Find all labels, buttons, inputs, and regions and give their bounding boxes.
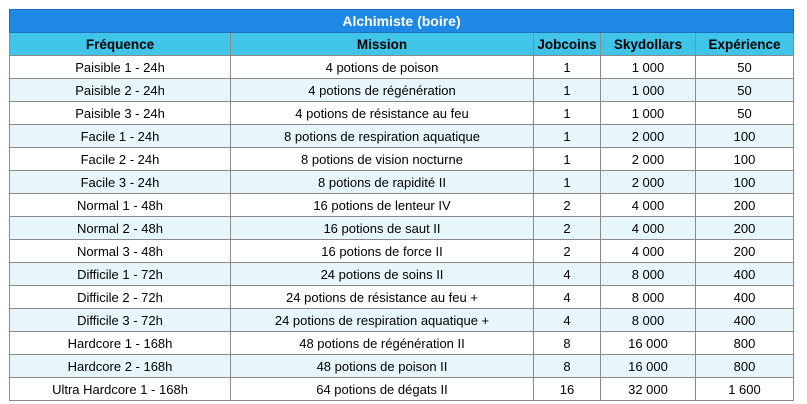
header-row	[10, 33, 794, 56]
cell-jobcoins: 1	[534, 79, 601, 102]
cell-jobcoins: 1	[534, 102, 601, 125]
cell-frequence: Difficile 3 - 72h	[10, 309, 231, 332]
cell-skydollars: 4 000	[601, 240, 696, 263]
cell-experience: 100	[696, 125, 794, 148]
column-header-frequence: Fréquence	[10, 33, 231, 56]
cell-experience: 800	[696, 355, 794, 378]
cell-frequence: Ultra Hardcore 1 - 168h	[10, 378, 231, 401]
cell-experience: 100	[696, 171, 794, 194]
table-row	[10, 263, 794, 286]
cell-skydollars: 16 000	[601, 332, 696, 355]
cell-experience: 50	[696, 56, 794, 79]
cell-experience: 200	[696, 240, 794, 263]
cell-skydollars: 4 000	[601, 194, 696, 217]
cell-jobcoins: 1	[534, 171, 601, 194]
cell-mission: 4 potions de poison	[231, 56, 534, 79]
table-row	[10, 355, 794, 378]
cell-frequence: Hardcore 2 - 168h	[10, 355, 231, 378]
table-row	[10, 240, 794, 263]
cell-jobcoins: 4	[534, 309, 601, 332]
cell-frequence: Facile 1 - 24h	[10, 125, 231, 148]
cell-frequence: Normal 1 - 48h	[10, 194, 231, 217]
table-row	[10, 79, 794, 102]
cell-mission: 8 potions de rapidité II	[231, 171, 534, 194]
cell-frequence: Paisible 1 - 24h	[10, 56, 231, 79]
table-row	[10, 332, 794, 355]
table-row	[10, 148, 794, 171]
cell-frequence: Normal 2 - 48h	[10, 217, 231, 240]
cell-mission: 64 potions de dégats II	[231, 378, 534, 401]
cell-skydollars: 8 000	[601, 286, 696, 309]
cell-jobcoins: 1	[534, 56, 601, 79]
cell-experience: 1 600	[696, 378, 794, 401]
cell-frequence: Hardcore 1 - 168h	[10, 332, 231, 355]
cell-jobcoins: 16	[534, 378, 601, 401]
cell-jobcoins: 4	[534, 263, 601, 286]
cell-mission: 8 potions de vision nocturne	[231, 148, 534, 171]
table-row	[10, 194, 794, 217]
missions-table	[9, 9, 794, 401]
cell-experience: 100	[696, 148, 794, 171]
cell-frequence: Normal 3 - 48h	[10, 240, 231, 263]
cell-experience: 50	[696, 102, 794, 125]
table-container	[9, 9, 794, 401]
cell-mission: 4 potions de régénération	[231, 79, 534, 102]
cell-jobcoins: 1	[534, 125, 601, 148]
cell-skydollars: 1 000	[601, 79, 696, 102]
column-header-skydollars: Skydollars	[601, 33, 696, 56]
cell-experience: 200	[696, 194, 794, 217]
cell-skydollars: 4 000	[601, 217, 696, 240]
cell-frequence: Paisible 2 - 24h	[10, 79, 231, 102]
cell-jobcoins: 8	[534, 332, 601, 355]
cell-frequence: Facile 2 - 24h	[10, 148, 231, 171]
cell-mission: 16 potions de force II	[231, 240, 534, 263]
cell-skydollars: 2 000	[601, 148, 696, 171]
cell-mission: 48 potions de poison II	[231, 355, 534, 378]
cell-mission: 24 potions de soins II	[231, 263, 534, 286]
cell-mission: 16 potions de lenteur IV	[231, 194, 534, 217]
cell-jobcoins: 1	[534, 148, 601, 171]
cell-mission: 24 potions de résistance au feu +	[231, 286, 534, 309]
cell-skydollars: 16 000	[601, 355, 696, 378]
table-row	[10, 217, 794, 240]
table-row	[10, 102, 794, 125]
cell-frequence: Difficile 2 - 72h	[10, 286, 231, 309]
cell-skydollars: 32 000	[601, 378, 696, 401]
cell-mission: 16 potions de saut II	[231, 217, 534, 240]
table-row	[10, 171, 794, 194]
cell-mission: 8 potions de respiration aquatique	[231, 125, 534, 148]
table-title: Alchimiste (boire)	[10, 10, 794, 33]
cell-experience: 400	[696, 286, 794, 309]
cell-frequence: Facile 3 - 24h	[10, 171, 231, 194]
table-row	[10, 56, 794, 79]
column-header-jobcoins: Jobcoins	[534, 33, 601, 56]
cell-skydollars: 8 000	[601, 309, 696, 332]
cell-experience: 400	[696, 309, 794, 332]
cell-experience: 400	[696, 263, 794, 286]
cell-mission: 24 potions de respiration aquatique +	[231, 309, 534, 332]
cell-skydollars: 2 000	[601, 171, 696, 194]
table-row	[10, 309, 794, 332]
table-row	[10, 378, 794, 401]
table-row	[10, 286, 794, 309]
cell-mission: 48 potions de régénération II	[231, 332, 534, 355]
cell-frequence: Difficile 1 - 72h	[10, 263, 231, 286]
cell-skydollars: 8 000	[601, 263, 696, 286]
cell-skydollars: 2 000	[601, 125, 696, 148]
cell-jobcoins: 8	[534, 355, 601, 378]
cell-jobcoins: 2	[534, 194, 601, 217]
cell-frequence: Paisible 3 - 24h	[10, 102, 231, 125]
column-header-mission: Mission	[231, 33, 534, 56]
cell-jobcoins: 2	[534, 217, 601, 240]
cell-experience: 50	[696, 79, 794, 102]
cell-skydollars: 1 000	[601, 102, 696, 125]
cell-experience: 800	[696, 332, 794, 355]
cell-skydollars: 1 000	[601, 56, 696, 79]
cell-mission: 4 potions de résistance au feu	[231, 102, 534, 125]
cell-jobcoins: 4	[534, 286, 601, 309]
table-row	[10, 125, 794, 148]
column-header-experience: Expérience	[696, 33, 794, 56]
cell-jobcoins: 2	[534, 240, 601, 263]
cell-experience: 200	[696, 217, 794, 240]
